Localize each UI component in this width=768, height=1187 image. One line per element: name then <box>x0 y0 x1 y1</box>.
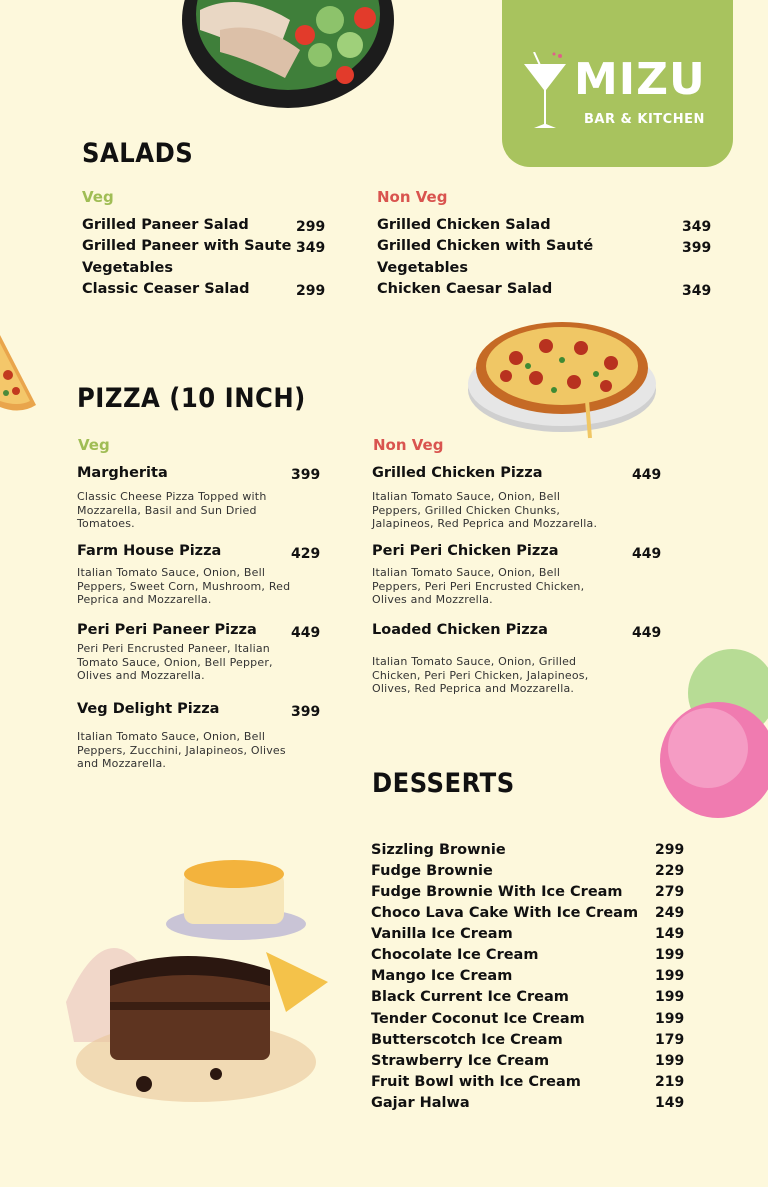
dessert-name: Vanilla Ice Cream <box>371 926 513 942</box>
list-item <box>371 947 691 968</box>
list-item <box>371 968 691 989</box>
menu-item-price: 349 <box>682 283 712 299</box>
menu-item-price: 299 <box>296 219 326 235</box>
list-item <box>371 926 691 947</box>
menu-item-price: 299 <box>296 283 326 299</box>
menu-item-name: Classic Ceaser Salad <box>82 281 250 297</box>
menu-item-description: Peri Peri Encrusted Paneer, Italian Tomato Sauce, Onion, Bell Pepper, Olives and Mozzarella. <box>77 642 273 682</box>
menu-item-name: Grilled Paneer with Saute <box>82 238 292 254</box>
pizza-illustration <box>466 318 662 452</box>
menu-item-description: Italian Tomato Sauce, Onion, Bell Peppers, Peri Peri Encrusted Chicken, Olives and Mozzrella. <box>372 566 585 606</box>
list-item <box>371 1011 691 1032</box>
menu-item-name: Farm House Pizza <box>77 543 222 559</box>
dessert-price: 199 <box>655 989 685 1005</box>
pizza-nonveg-label: Non Veg <box>373 436 444 454</box>
menu-item-price: 449 <box>632 546 662 562</box>
dessert-price: 199 <box>655 968 685 984</box>
salads-title: SALADS <box>82 138 194 169</box>
menu-item-description: Italian Tomato Sauce, Onion, Grilled Chicken, Peri Peri Chicken, Jalapineos, Olives, Red Peprica and Mozzarella. <box>372 655 589 695</box>
dessert-name: Black Current Ice Cream <box>371 989 569 1005</box>
menu-item-price: 449 <box>632 467 662 483</box>
dessert-name: Butterscotch Ice Cream <box>371 1032 563 1048</box>
pizza-slice-illustration <box>0 335 38 415</box>
menu-item-price: 399 <box>682 240 712 256</box>
dessert-name: Tender Coconut Ice Cream <box>371 1011 585 1027</box>
menu-item-name: Veg Delight Pizza <box>77 701 220 717</box>
dessert-name: Chocolate Ice Cream <box>371 947 539 963</box>
list-item <box>371 842 691 863</box>
list-item <box>371 1074 691 1095</box>
list-item <box>371 905 691 926</box>
salad-bowl-illustration <box>180 0 396 110</box>
dessert-price: 229 <box>655 863 685 879</box>
desserts-title: DESSERTS <box>372 768 515 799</box>
dessert-price: 179 <box>655 1032 685 1048</box>
menu-item-name-cont: Vegetables <box>377 260 469 276</box>
dessert-price: 199 <box>655 947 685 963</box>
menu-item-name: Grilled Paneer Salad <box>82 217 249 233</box>
salads-veg-label: Veg <box>82 188 114 206</box>
list-item <box>371 1053 691 1074</box>
dessert-name: Sizzling Brownie <box>371 842 506 858</box>
desserts-illustration <box>46 852 346 1108</box>
menu-item-name: Grilled Chicken with Sauté <box>377 238 594 254</box>
menu-item-price: 399 <box>291 467 321 483</box>
pizza-title: PIZZA (10 INCH) <box>77 383 306 414</box>
pizza-veg-label: Veg <box>78 436 110 454</box>
brand-tagline: BAR & KITCHEN <box>584 112 705 127</box>
menu-item-price: 449 <box>632 625 662 641</box>
dessert-name: Gajar Halwa <box>371 1095 470 1111</box>
dessert-price: 299 <box>655 842 685 858</box>
menu-item-name: Grilled Chicken Pizza <box>372 465 543 481</box>
menu-item-name: Peri Peri Paneer Pizza <box>77 622 257 638</box>
menu-item-price: 449 <box>291 625 321 641</box>
menu-item-description: Italian Tomato Sauce, Onion, Bell Peppers, Sweet Corn, Mushroom, Red Peprica and Mozzarella. <box>77 566 291 606</box>
menu-item-price: 349 <box>296 240 326 256</box>
brand-name: MIZU <box>574 54 706 105</box>
list-item <box>371 1095 691 1116</box>
menu-item-description: Classic Cheese Pizza Topped with Mozzarella, Basil and Sun Dried Tomatoes. <box>77 490 267 530</box>
menu-item-name-cont: Vegetables <box>82 260 174 276</box>
dessert-price: 279 <box>655 884 685 900</box>
cocktail-glass-icon <box>522 52 568 132</box>
dessert-name: Fudge Brownie With Ice Cream <box>371 884 623 900</box>
menu-item-price: 399 <box>291 704 321 720</box>
dessert-name: Fruit Bowl with Ice Cream <box>371 1074 581 1090</box>
dessert-price: 199 <box>655 1011 685 1027</box>
menu-item-name: Loaded Chicken Pizza <box>372 622 548 638</box>
dessert-price: 249 <box>655 905 685 921</box>
brand-logo <box>502 0 733 167</box>
menu-item-price: 429 <box>291 546 321 562</box>
list-item <box>371 884 691 905</box>
dessert-price: 149 <box>655 926 685 942</box>
dessert-name: Mango Ice Cream <box>371 968 513 984</box>
list-item <box>371 1032 691 1053</box>
menu-item-description: Italian Tomato Sauce, Onion, Bell Peppers, Grilled Chicken Chunks, Jalapineos, Red Peprica and Mozzarella. <box>372 490 598 530</box>
menu-item-name: Chicken Caesar Salad <box>377 281 553 297</box>
menu-item-name: Peri Peri Chicken Pizza <box>372 543 559 559</box>
menu-item-price: 349 <box>682 219 712 235</box>
dessert-name: Choco Lava Cake With Ice Cream <box>371 905 639 921</box>
dessert-name: Fudge Brownie <box>371 863 493 879</box>
dessert-price: 149 <box>655 1095 685 1111</box>
ice-cream-illustration <box>652 648 768 826</box>
dessert-name: Strawberry Ice Cream <box>371 1053 550 1069</box>
menu-item-name: Margherita <box>77 465 168 481</box>
dessert-price: 199 <box>655 1053 685 1069</box>
salads-nonveg-label: Non Veg <box>377 188 448 206</box>
dessert-price: 219 <box>655 1074 685 1090</box>
menu-item-description: Italian Tomato Sauce, Onion, Bell Peppers, Zucchini, Jalapineos, Olives and Mozzarella. <box>77 730 286 770</box>
list-item <box>371 863 691 884</box>
list-item <box>371 989 691 1010</box>
menu-item-name: Grilled Chicken Salad <box>377 217 551 233</box>
